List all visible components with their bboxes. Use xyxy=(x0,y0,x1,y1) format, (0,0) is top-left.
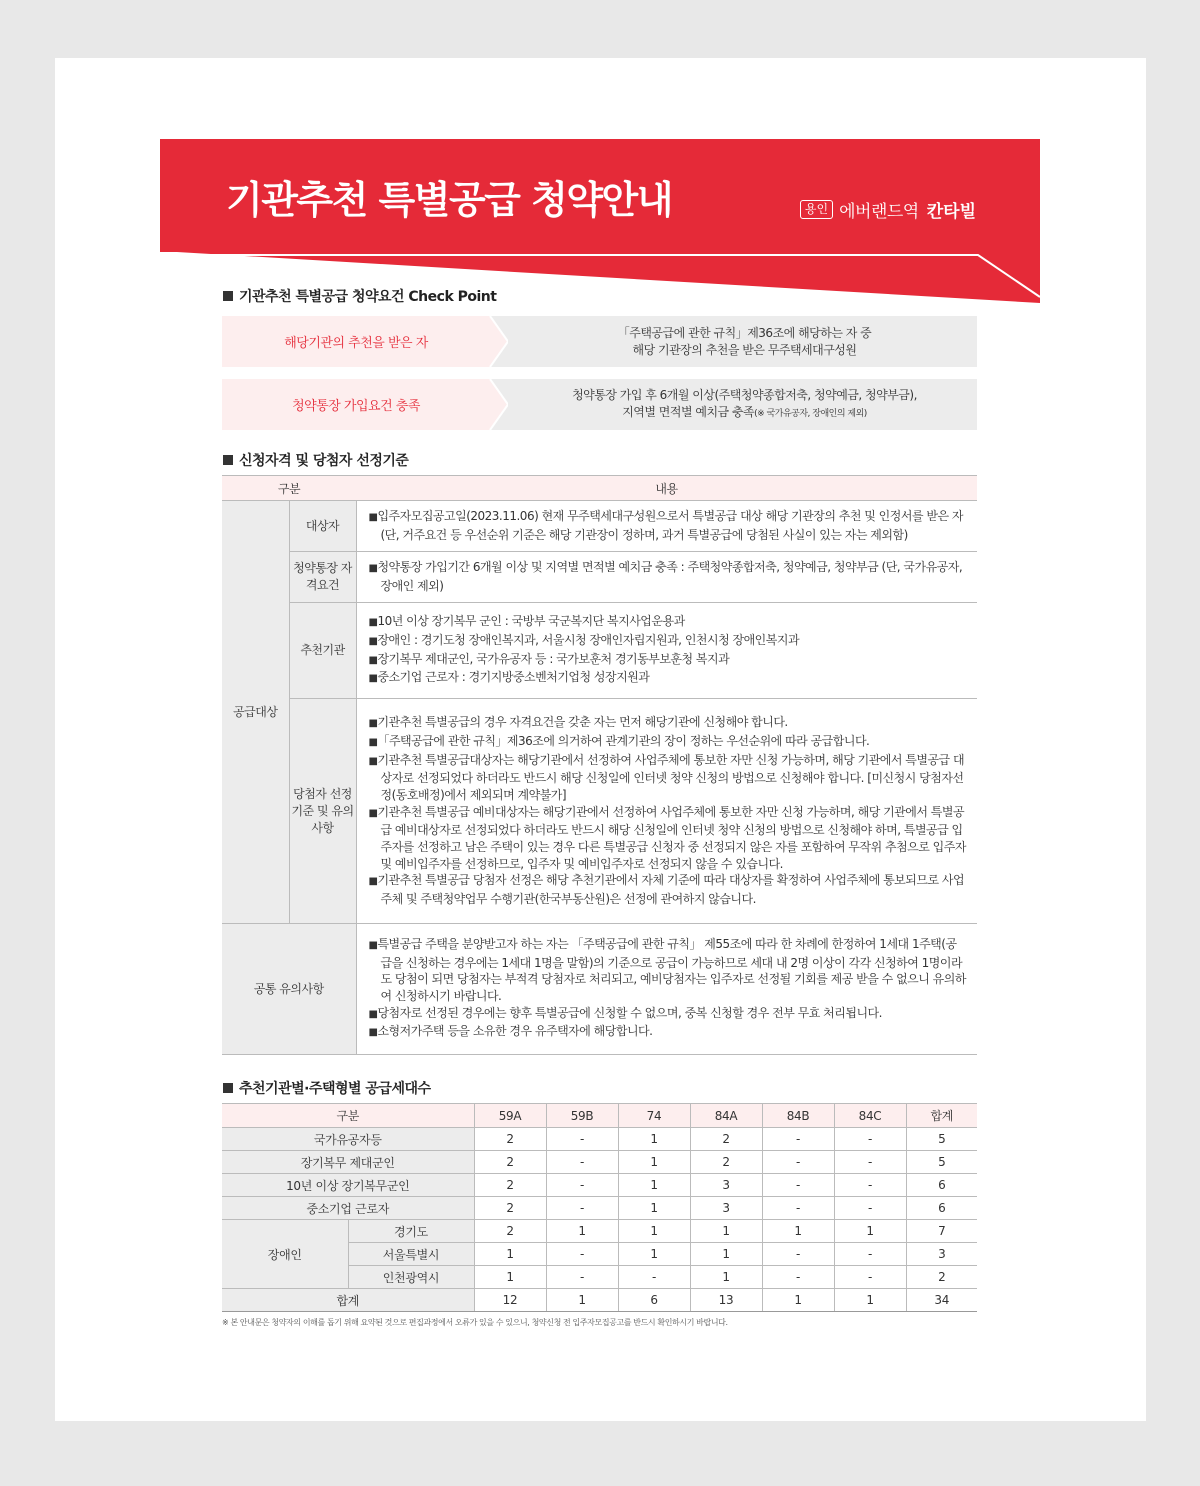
table-header-row xyxy=(222,1104,977,1128)
brand-block xyxy=(800,197,976,222)
table-cell: - xyxy=(834,1128,906,1151)
square-bullet-icon xyxy=(223,1083,233,1093)
header-banner xyxy=(160,139,1040,252)
supply-table xyxy=(222,1103,977,1312)
table-cell: 2 xyxy=(474,1174,546,1197)
table-cell: 12 xyxy=(474,1289,546,1312)
table-cell: - xyxy=(546,1151,618,1174)
checkpoint-note: (※ 국가유공자, 장애인의 제외) xyxy=(754,408,867,419)
checkpoint-label: 청약통장 가입요건 충족 xyxy=(222,379,490,430)
table-cell: - xyxy=(762,1151,834,1174)
row-label: 중소기업 근로자 xyxy=(222,1197,474,1220)
table-cell: - xyxy=(762,1128,834,1151)
brand-prefix: 에버랜드역 xyxy=(839,202,919,222)
row-label: 서울특별시 xyxy=(348,1243,474,1266)
table-cell: 1 xyxy=(618,1174,690,1197)
table-cell: 1 xyxy=(618,1151,690,1174)
table-cell: 1 xyxy=(762,1220,834,1243)
location-badge: 용인 xyxy=(800,200,833,219)
table-cell: 2 xyxy=(474,1128,546,1151)
chevron-right-icon xyxy=(484,379,508,430)
table-cell: - xyxy=(834,1151,906,1174)
table-cell: - xyxy=(762,1266,834,1289)
column-header: 59A xyxy=(474,1104,546,1128)
table-cell: 1 xyxy=(618,1197,690,1220)
row-label: 10년 이상 장기복무군인 xyxy=(222,1174,474,1197)
column-header: 84A xyxy=(690,1104,762,1128)
row-label: 인천광역시 xyxy=(348,1266,474,1289)
table-cell: 2 xyxy=(474,1220,546,1243)
table-cell: - xyxy=(762,1197,834,1220)
table-cell: 5 xyxy=(906,1151,977,1174)
table-cell: - xyxy=(762,1174,834,1197)
table-row xyxy=(222,1197,977,1220)
section-title-checkpoint: 기관추천 특별공급 청약요건 Check Point xyxy=(223,286,496,306)
row-label: 청약통장 자격요건 xyxy=(289,552,356,603)
column-header: 합계 xyxy=(906,1104,977,1128)
column-header: 내용 xyxy=(356,476,977,501)
table-cell: 7 xyxy=(906,1220,977,1243)
table-cell: - xyxy=(834,1174,906,1197)
table-cell: 1 xyxy=(618,1220,690,1243)
table-cell: - xyxy=(618,1266,690,1289)
table-row xyxy=(222,1174,977,1197)
chevron-right-icon xyxy=(484,316,508,367)
qualification-table xyxy=(222,475,977,1055)
table-cell: 1 xyxy=(618,1128,690,1151)
column-header: 59B xyxy=(546,1104,618,1128)
table-cell: 1 xyxy=(546,1289,618,1312)
column-header: 구분 xyxy=(222,476,356,501)
table-cell: - xyxy=(546,1243,618,1266)
row-label: 국가유공자등 xyxy=(222,1128,474,1151)
table-cell: 5 xyxy=(906,1128,977,1151)
column-header: 구분 xyxy=(222,1104,474,1128)
table-cell: 3 xyxy=(690,1174,762,1197)
row-label: 공통 유의사항 xyxy=(222,924,356,1055)
table-cell: 13 xyxy=(690,1289,762,1312)
table-row xyxy=(222,1128,977,1151)
checkpoint-row xyxy=(222,379,977,430)
table-cell: 1 xyxy=(690,1243,762,1266)
table-row xyxy=(222,1151,977,1174)
row-content: ■입주자모집공고일(2023.11.06) 현재 무주택세대구성원으로서 특별공급 대상 해당 기관장의 추천 및 인정서를 받은 자(단, 거주요건 등 우선순위 기준은 해당 기관장이 정하며, 과거 특별공급에 당첨된 사실이 있는 자는 제외함) xyxy=(356,501,977,552)
checkpoint-description: 「주택공급에 관한 규칙」제36조에 해당하는 자 중 해당 기관장의 추천을 받은 무주택세대구성원 xyxy=(617,325,872,357)
row-label: 경기도 xyxy=(348,1220,474,1243)
row-label: 합계 xyxy=(222,1289,474,1312)
table-cell: 1 xyxy=(762,1289,834,1312)
table-cell: 1 xyxy=(474,1243,546,1266)
table-cell: - xyxy=(762,1243,834,1266)
table-cell: 1 xyxy=(618,1243,690,1266)
table-cell: 1 xyxy=(690,1266,762,1289)
table-cell: - xyxy=(546,1266,618,1289)
square-bullet-icon xyxy=(223,455,233,465)
table-cell: - xyxy=(834,1243,906,1266)
checkpoint-row xyxy=(222,316,977,367)
table-cell: 3 xyxy=(690,1197,762,1220)
table-cell: 2 xyxy=(474,1197,546,1220)
group-label: 공급대상 xyxy=(222,501,289,924)
footnote: ※ 본 안내문은 청약자의 이해를 돕기 위해 요약된 것으로 편집과정에서 오류가 있을 수 있으니, 청약신청 전 입주자모집공고를 반드시 확인하시기 바랍니다. xyxy=(222,1318,728,1327)
column-header: 84B xyxy=(762,1104,834,1128)
row-content: ■기관추천 특별공급의 경우 자격요건을 갖춘 자는 먼저 해당기관에 신청해야 합니다. ■「주택공급에 관한 규칙」제36조에 의거하여 관계기관의 장이 정하는 우선순위에 따라 공급합니다. ■기관추천 특별공급대상자는 해당기관에서 선정하여 사업주체에 통보한 자만 신청 가능하며, 해당 기관에서 특별공급 대상자로 선정되었다 하더라도 반드시 해당 신청일에 인터넷 청약 신청의 방법으로 신청해야 합니다. [미신청시 당첨자선정(동호배정)에서 제외되며 계약불가] ■기관추천 특별공급 예비대상자는 해당기관에서 선정하여 사업주체에 통보한 자만 신청 가능하며, 해당 기관에서 특별공급 예비대상자로 선정되었다 하더라도 반드시 해당 신청일에 인터넷 청약 신청의 방법으로 신청해야 하며, 특별공급 입주자를 선정하고 남은 주택이 있는 경우 다른 특별공급 신청자 중 선정되지 않은 자를 포함하여 무작위 추첨으로 입주자 및 예비입주자를 선정하므로, 입주자 및 예비입주자로 선정되지 않을 수 있습니다. ■기관추천 특별공급 당첨자 선정은 해당 추천기관에서 자체 기준에 따라 대상자를 확정하여 사업주체에 통보되므로 사업주체 및 주택청약업무 수행기관(한국부동산원)은 선정에 관여하지 않습니다. xyxy=(356,699,977,924)
row-content: ■특별공급 주택을 분양받고자 하는 자는 「주택공급에 관한 규칙」 제55조에 따라 한 차례에 한정하여 1세대 1주택(공급을 신청하는 경우에는 1세대 1명을 말함)의 기준으로 공급이 가능하므로 세대 내 2명 이상이 각각 신청하여 1명이라도 당첨이 되면 당첨자는 부적격 당첨자로 처리되고, 예비당첨자는 입주자로 선정될 기회를 제공 받을 수 없으니 유의하여 신청하시기 바랍니다. ■당첨자로 선정된 경우에는 향후 특별공급에 신청할 수 없으며, 중복 신청할 경우 전부 무효 처리됩니다. ■소형저가주택 등을 소유한 경우 유주택자에 해당합니다. xyxy=(356,924,977,1055)
table-cell: - xyxy=(546,1128,618,1151)
table-cell: 2 xyxy=(474,1151,546,1174)
table-cell: 2 xyxy=(690,1151,762,1174)
column-header: 74 xyxy=(618,1104,690,1128)
table-cell: 6 xyxy=(906,1174,977,1197)
checkpoint-label: 해당기관의 추천을 받은 자 xyxy=(222,316,490,367)
total-row xyxy=(222,1289,977,1312)
row-content: ■청약통장 가입기간 6개월 이상 및 지역별 면적별 예치금 충족 : 주택청약종합저축, 청약예금, 청약부금 (단, 국가유공자, 장애인 제외) xyxy=(356,552,977,603)
row-label: 대상자 xyxy=(289,501,356,552)
table-cell: - xyxy=(834,1266,906,1289)
table-cell: 3 xyxy=(906,1243,977,1266)
table-cell: 6 xyxy=(618,1289,690,1312)
page-title: 기관추천 특별공급 청약안내 xyxy=(226,178,672,222)
brand-name: 칸타빌 xyxy=(926,202,976,222)
table-cell: 1 xyxy=(834,1289,906,1312)
row-label: 장기복무 제대군인 xyxy=(222,1151,474,1174)
table-cell: 6 xyxy=(906,1197,977,1220)
table-cell: - xyxy=(546,1197,618,1220)
section-title-qualification: 신청자격 및 당첨자 선정기준 xyxy=(223,450,408,470)
table-cell: 34 xyxy=(906,1289,977,1312)
table-cell: 2 xyxy=(690,1128,762,1151)
column-header: 84C xyxy=(834,1104,906,1128)
section-title-supply: 추천기관별·주택형별 공급세대수 xyxy=(223,1078,431,1098)
table-cell: 1 xyxy=(834,1220,906,1243)
table-cell: 2 xyxy=(906,1266,977,1289)
table-row xyxy=(222,1220,977,1243)
checkpoint-description: 청약통장 가입 후 6개월 이상(주택청약종합저축, 청약예금, 청약부금), 지역별 면적별 예치금 충족(※ 국가유공자, 장애인의 제외) xyxy=(572,387,917,419)
row-label: 당첨자 선정기준 및 유의사항 xyxy=(289,699,356,924)
table-cell: 1 xyxy=(546,1220,618,1243)
row-content: ■10년 이상 장기복무 군인 : 국방부 국군복지단 복지사업운용과 ■장애인 : 경기도청 장애인복지과, 서울시청 장애인자립지원과, 인천시청 장애인복지과 ■장기복무 제대군인, 국가유공자 등 : 국가보훈처 경기동부보훈청 복지과 ■중소기업 근로자 : 경기지방중소벤처기업청 성장지원과 xyxy=(356,603,977,699)
table-cell: - xyxy=(834,1197,906,1220)
table-cell: 1 xyxy=(474,1266,546,1289)
square-bullet-icon xyxy=(223,291,233,301)
table-cell: - xyxy=(546,1174,618,1197)
table-cell: 1 xyxy=(690,1220,762,1243)
group-label: 장애인 xyxy=(222,1220,348,1289)
row-label: 추천기관 xyxy=(289,603,356,699)
